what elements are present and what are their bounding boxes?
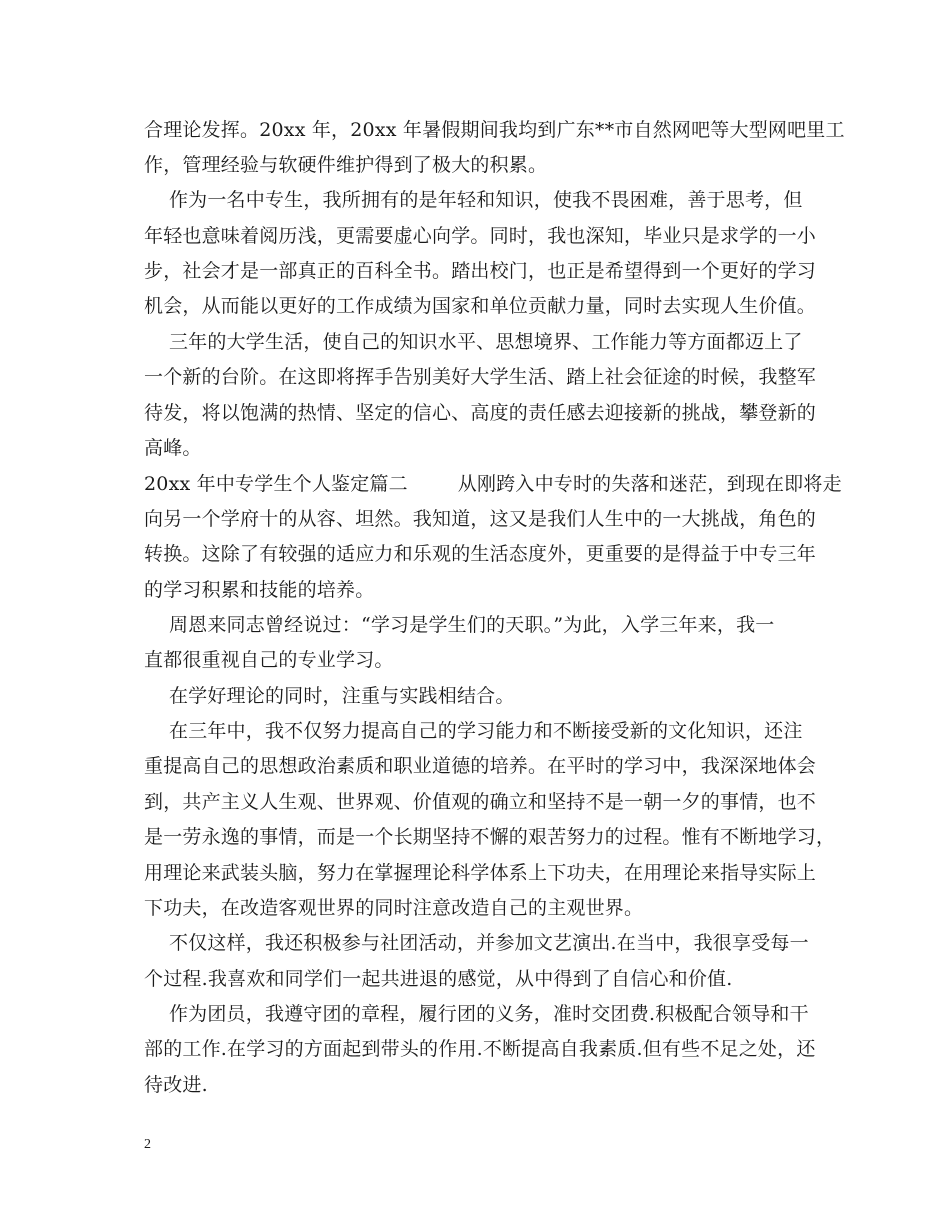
text-line: 作为团员，我遵守团的章程，履行团的义务，准时交团费.积极配合领导和干 (144, 1003, 809, 1025)
text-line: 个过程.我喜欢和同学们一起共进退的感觉，从中得到了自信心和价值. (144, 968, 733, 990)
text-line: 作，管理经验与软硬件维护得到了极大的积累。 (144, 154, 548, 176)
text-line: 转换。这除了有较强的适应力和乐观的生活态度外，更重要的是得益于中专三年 (144, 543, 817, 565)
text-line: 三年的大学生活，使自己的知识水平、思想境界、工作能力等方面都迈上了 (144, 331, 803, 353)
text-line: 年轻也意味着阅历浅，更需要虚心向学。同时，我也深知，毕业只是求学的一小 (144, 225, 817, 247)
text-line: 到，共产主义人生观、世界观、价值观的确立和坚持不是一朝一夕的事情，也不 (144, 791, 817, 813)
text-line: 向另一个学府十的从容、坦然。我知道，这又是我们人生中的一大挑战，角色的 (144, 508, 817, 530)
page-number: 2 (144, 1137, 151, 1152)
text-line: 周恩来同志曾经说过：“学习是学生们的天职。”为此，入学三年来，我一 (144, 614, 775, 636)
text-line: 作为一名中专生，我所拥有的是年轻和知识，使我不畏困难，善于思考，但 (144, 189, 803, 211)
text-line: 的学习积累和技能的培养。 (144, 579, 375, 601)
text-line: 直都很重视自己的专业学习。 (144, 649, 394, 671)
text-line: 待改进. (144, 1074, 208, 1096)
text-line: 步，社会才是一部真正的百科全书。踏出校门，也正是希望得到一个更好的学习 (144, 260, 817, 282)
text-line: 不仅这样，我还积极参与社团活动，并参加文艺演出.在当中，我很享受每一 (144, 932, 809, 954)
text-line: 机会，从而能以更好的工作成绩为国家和单位贡献力量，同时去实现人生价值。 (144, 295, 817, 317)
text-line: 高峰。 (144, 437, 202, 459)
text-line: 部的工作.在学习的方面起到带头的作用.不断提高自我素质.但有些不足之处，还 (144, 1038, 816, 1060)
text-line: 在三年中，我不仅努力提高自己的学习能力和不断接受新的文化知识，还注 (144, 720, 803, 742)
text-line: 合理论发挥。20xx 年，20xx 年暑假期间我均到广东**市自然网吧等大型网吧里工 (144, 119, 845, 141)
text-line: 下功夫，在改造客观世界的同时注意改造自己的主观世界。 (144, 897, 644, 919)
text-line: 待发，将以饱满的热情、坚定的信心、高度的责任感去迎接新的挑战，攀登新的 (144, 402, 817, 424)
text-line: 是一劳永逸的事情，而是一个长期坚持不懈的艰苦努力的过程。惟有不断地学习， (144, 826, 836, 848)
text-line: 重提高自己的思想政治素质和职业道德的培养。在平时的学习中，我深深地体会 (144, 755, 817, 777)
section-heading-line: 20xx 年中专学生个人鉴定篇二 从刚跨入中专时的失落和迷茫，到现在即将走 (144, 473, 842, 495)
text-line: 一个新的台阶。在这即将挥手告别美好大学生活、踏上社会征途的时候，我整军 (144, 366, 817, 388)
text-line: 用理论来武装头脑，努力在掌握理论科学体系上下功夫，在用理论来指导实际上 (144, 862, 817, 884)
text-line: 在学好理论的同时，注重与实践相结合。 (144, 685, 515, 707)
